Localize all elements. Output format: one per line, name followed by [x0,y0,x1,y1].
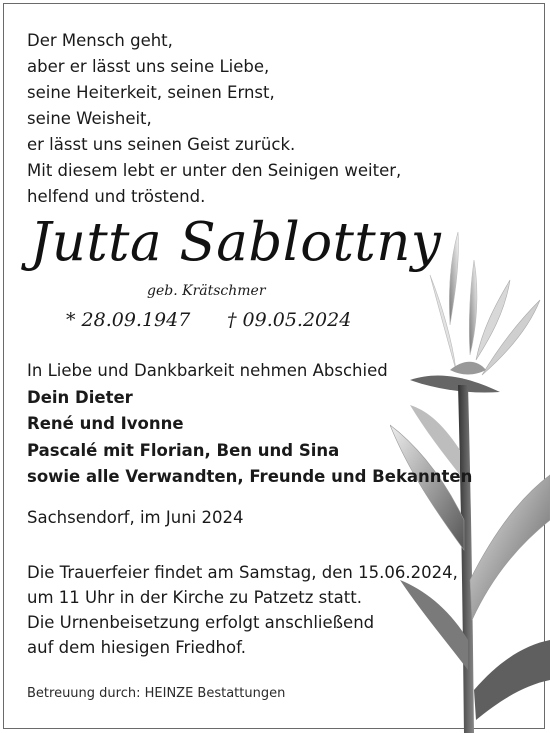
poem-line: seine Heiterkeit, seinen Ernst, [27,83,275,102]
death-date: † 09.05.2024 [227,309,352,331]
poem-line: Mit diesem lebt er unter den Seinigen weiter, [27,161,402,180]
deceased-name: Jutta Sablottny [30,212,442,273]
poem-line: helfend und tröstend. [27,187,206,206]
birth-date: * 28.09.1947 [66,309,191,331]
poem-line: aber er lässt uns seine Liebe, [27,57,270,76]
poem [27,28,401,210]
birth-name: geb. Krätschmer [147,283,266,299]
place-date: Sachsendorf, im Juni 2024 [27,508,244,527]
farewell-block [27,358,472,491]
poem-line: seine Weisheit, [27,109,152,128]
mourner: René und Ivonne [27,414,184,433]
ceremony-line: Die Trauerfeier findet am Samstag, den 15.06.2024, [27,563,458,582]
mourner: sowie alle Verwandten, Freunde und Bekannten [27,467,473,486]
ceremony-line: auf dem hiesigen Friedhof. [27,638,246,657]
farewell-intro: In Liebe und Dankbarkeit nehmen Abschied [27,361,388,380]
poem-line: Der Mensch geht, [27,31,173,50]
mourner: Dein Dieter [27,387,133,407]
funeral-home-credit: Betreuung durch: HEINZE Bestattungen [27,686,286,701]
ceremony-info [27,560,458,660]
ceremony-line: Die Urnenbeisetzung erfolgt anschließend [27,613,375,632]
mourner: Pascalé mit Florian, Ben und Sina [27,440,340,460]
poem-line: er lässt uns seinen Geist zurück. [27,135,296,154]
ceremony-line: um 11 Uhr in der Kirche zu Patzetz statt. [27,588,362,607]
